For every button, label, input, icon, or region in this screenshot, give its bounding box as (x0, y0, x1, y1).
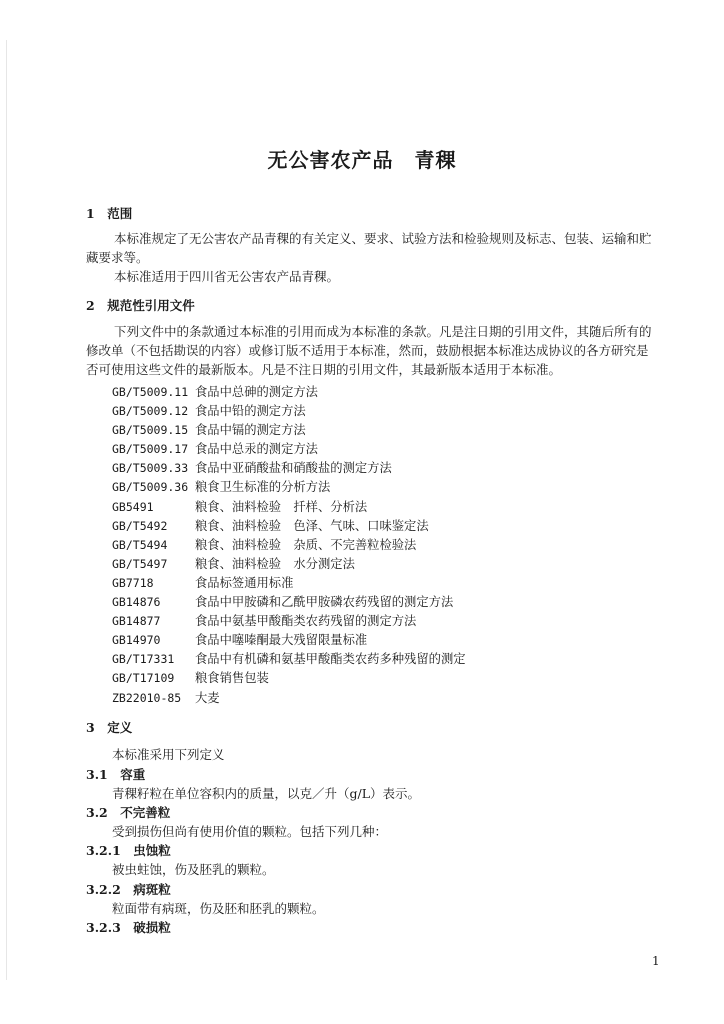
reference-name: 食品中镉的测定方法 (195, 423, 306, 438)
reference-item (112, 689, 632, 708)
section-1-paragraph-2 (86, 267, 660, 286)
reference-name: 粮食、油料检验 色泽、气味、口味鉴定法 (195, 518, 429, 533)
definition-3-2-2-heading: 3.2.2 病斑粒 (86, 882, 171, 897)
reference-item (112, 421, 632, 440)
section-3-heading: 3 定义 (86, 720, 133, 735)
reference-item (112, 555, 632, 574)
reference-name: 食品标签通用标准 (195, 575, 294, 590)
section-1-heading: 1 范围 (86, 206, 133, 221)
reference-code: GB/T5497 (112, 556, 168, 571)
reference-code: GB/T17109 (112, 671, 175, 686)
reference-name: 食品中有机磷和氨基甲酸酯类农药多种残留的测定 (195, 652, 466, 667)
section-1-paragraph-2-text: 本标准适用于四川省无公害农产品青稞。 (114, 269, 340, 284)
normative-references-list (112, 383, 632, 708)
reference-name: 粮食、油料检验 扦样、分析法 (195, 499, 368, 514)
reference-item (112, 536, 632, 555)
reference-code: GB/T5009.33 (112, 461, 189, 476)
reference-name: 粮食卫生标准的分析方法 (195, 480, 331, 495)
reference-name: 食品中总汞的测定方法 (195, 442, 318, 457)
scan-margin-line (6, 40, 7, 980)
reference-name: 食品中甲胺磷和乙酰甲胺磷农药残留的测定方法 (195, 595, 454, 610)
definition-3-2-2-text: 粒面带有病斑，伤及胚和胚乳的颗粒。 (112, 901, 325, 916)
definition-3-2-1-heading: 3.2.1 虫蚀粒 (86, 843, 171, 858)
reference-item (112, 593, 632, 612)
reference-item (112, 402, 632, 421)
reference-code: GB/T5009.15 (112, 423, 189, 438)
reference-code: GB7718 (112, 575, 154, 590)
section-3-intro: 本标准采用下列定义 (112, 747, 225, 762)
reference-code: GB/T5009.36 (112, 480, 189, 495)
reference-name: 大麦 (195, 690, 220, 705)
section-1-paragraph-1-text: 本标准规定了无公害农产品青稞的有关定义、要求、试验方法和检验规则及标志、包装、运输和贮藏要求等。 (86, 231, 652, 265)
reference-name: 粮食、油料检验 杂质、不完善粒检验法 (195, 537, 417, 552)
reference-item (112, 459, 632, 478)
reference-item (112, 650, 632, 669)
definition-3-2-3-heading: 3.2.3 破损粒 (86, 920, 171, 935)
reference-item (112, 517, 632, 536)
definition-3-2-text: 受到损伤但尚有使用价值的颗粒。包括下列几种： (112, 824, 388, 839)
reference-item (112, 631, 632, 650)
definition-3-2-1-text: 被虫蛀蚀，伤及胚乳的颗粒。 (112, 862, 275, 877)
reference-name: 食品中氨基甲酸酯类农药残留的测定方法 (195, 614, 417, 629)
reference-item (112, 478, 632, 497)
reference-item (112, 669, 632, 688)
reference-name: 食品中总砷的测定方法 (195, 385, 318, 399)
reference-code: GB/T5009.17 (112, 442, 189, 457)
reference-code: GB14877 (112, 614, 161, 629)
section-2-paragraph (86, 322, 660, 379)
reference-code: GB/T5494 (112, 537, 168, 552)
section-1-paragraph-1 (86, 229, 660, 267)
document-title: 无公害农产品 青稞 (267, 148, 457, 172)
reference-code: GB/T17331 (112, 652, 175, 667)
reference-item (112, 574, 632, 593)
section-2-paragraph-text: 下列文件中的条款通过本标准的引用而成为本标准的条款。凡是注日期的引用文件，其随后所有的修改单（不包括勘误的内容）或修订版不适用于本标准，然而，鼓励根据本标准达成协议的各方研究是否可使用这些文件的最新版本。凡是不注日期的引用文件，其最新版本适用于本标准。 (86, 324, 652, 377)
reference-name: 食品中噻嗪酮最大残留限量标准 (195, 633, 368, 648)
reference-code: ZB22010-85 (112, 690, 182, 705)
reference-code: GB5491 (112, 499, 154, 514)
reference-name: 食品中铅的测定方法 (195, 404, 306, 419)
section-2-heading: 2 规范性引用文件 (86, 298, 195, 313)
definition-3-1-heading: 3.1 容重 (86, 767, 146, 782)
reference-code: GB/T5492 (112, 518, 168, 533)
reference-item (112, 498, 632, 517)
reference-name: 食品中亚硝酸盐和硝酸盐的测定方法 (195, 461, 392, 476)
reference-code: GB/T5009.11 (112, 385, 189, 399)
reference-code: GB/T5009.12 (112, 404, 189, 419)
reference-code: GB14876 (112, 595, 161, 610)
page-number: 1 (652, 954, 660, 968)
reference-name: 粮食销售包装 (195, 671, 269, 686)
reference-item (112, 440, 632, 459)
definition-3-2-heading: 3.2 不完善粒 (86, 805, 171, 820)
reference-item (112, 612, 632, 631)
reference-code: GB14970 (112, 633, 161, 648)
reference-name: 粮食、油料检验 水分测定法 (195, 556, 355, 571)
reference-item (112, 383, 632, 402)
definition-3-1-text: 青稞籽粒在单位容积内的质量，以克／升（g/L）表示。 (112, 786, 421, 801)
